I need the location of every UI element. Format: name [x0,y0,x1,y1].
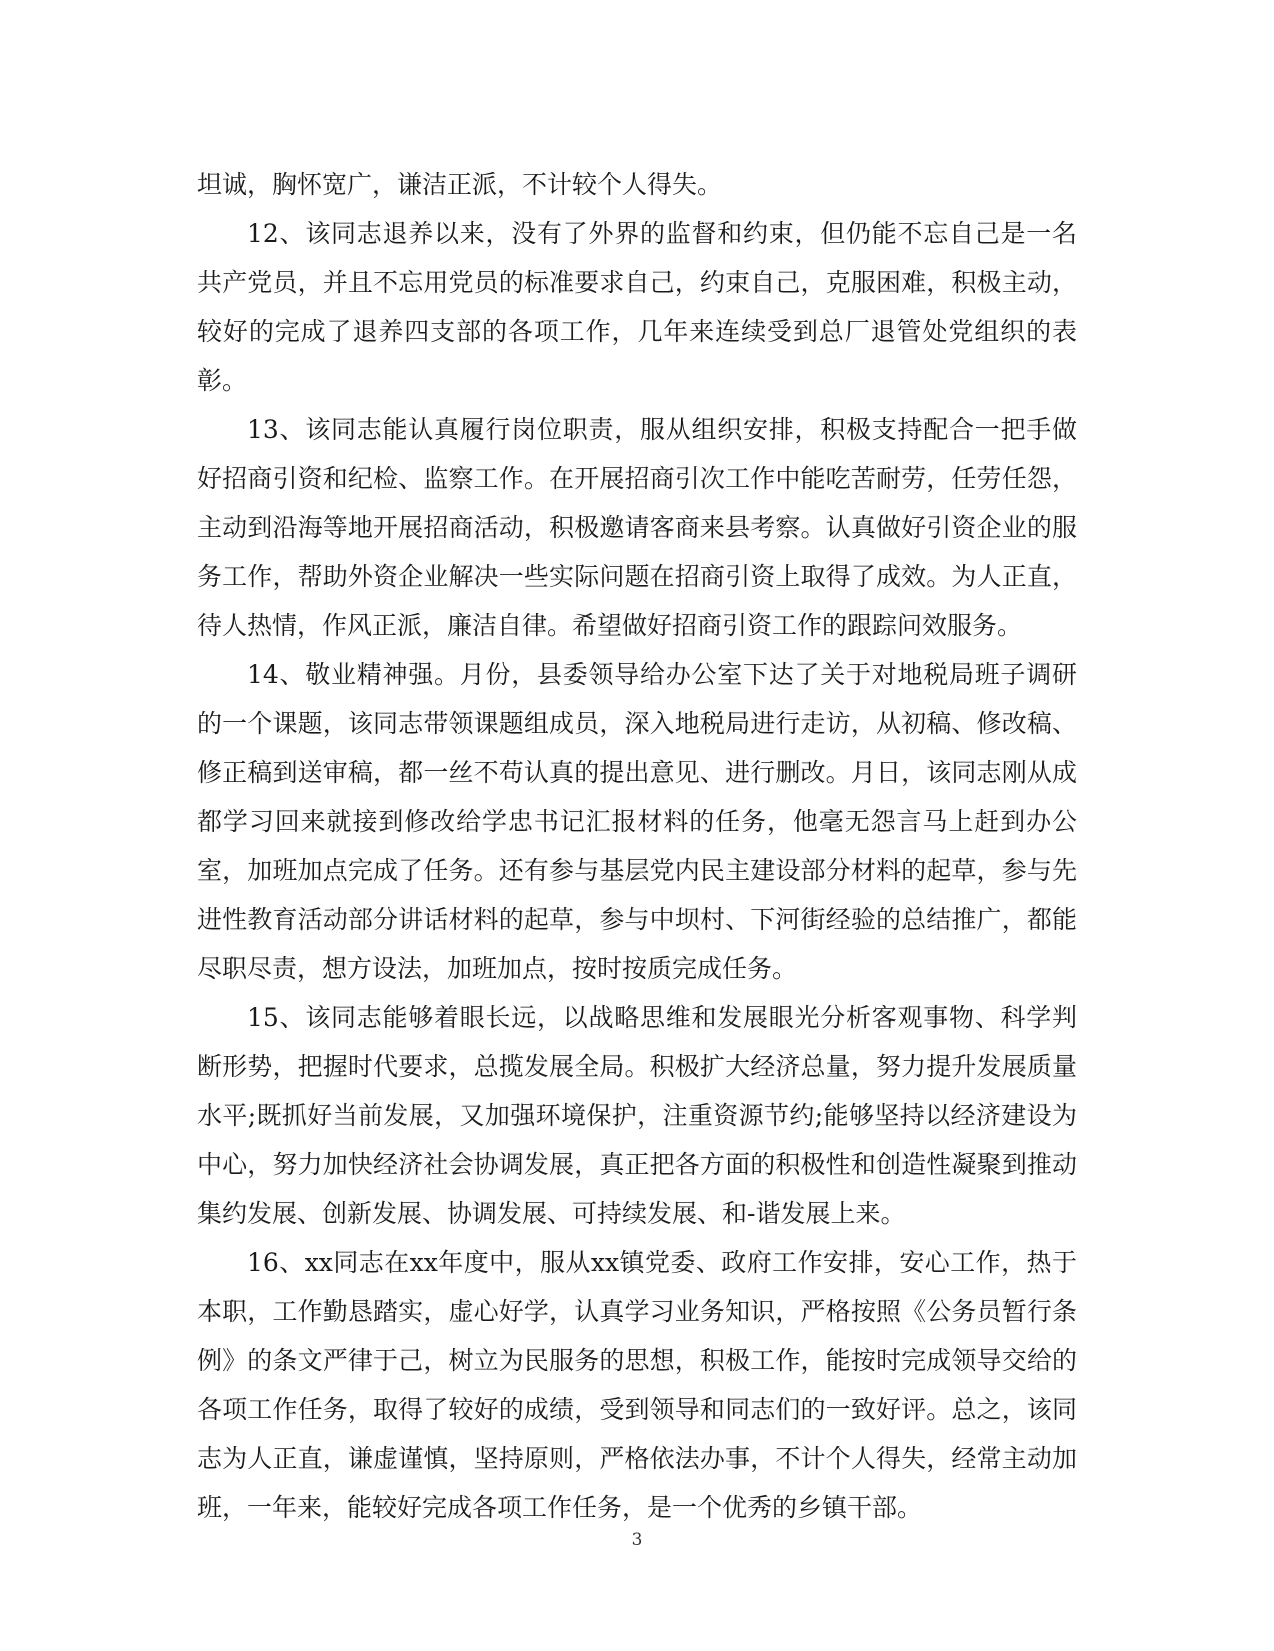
paragraph-continuation: 坦诚，胸怀宽广，谦洁正派，不计较个人得失。 [197,170,723,199]
paragraph-item-14: 14、敬业精神强。月份，县委领导给办公室下达了关于对地税局班子调研的一个课题，该同志带领课题组成员，深入地税局进行走访，从初稿、修改稿、修正稿到送审稿，都一丝不苟认真的提出意见、进行删改。月日，该同志刚从成都学习回来就接到修改给学忠书记汇报材料的任务，他毫无怨言马上赶到办公室，加班加点完成了任务。还有参与基层党内民主建设部分材料的起草，参与先进性教育活动部分讲话材料的起草，参与中坝村、下河街经验的总结推广，都能尽职尽责，想方设法，加班加点，按时按质完成任务。 [197,660,1077,983]
paragraph-item-12: 12、该同志退养以来，没有了外界的监督和约束，但仍能不忘自己是一名共产党员，并且不忘用党员的标准要求自己，约束自己，克服困难，积极主动，较好的完成了退养四支部的各项工作，几年来连续受到总厂退管处党组织的表彰。 [197,219,1077,395]
paragraph-item-16: 16、xx同志在xx年度中，服从xx镇党委、政府工作安排，安心工作，热于本职，工作勤恳踏实，虚心好学，认真学习业务知识，严格按照《公务员暂行条例》的条文严律于己，树立为民服务的思想，积极工作，能按时完成领导交给的各项工作任务，取得了较好的成绩，受到领导和同志们的一致好评。总之，该同志为人正直，谦虚谨慎，坚持原则，严格依法办事，不计个人得失，经常主动加班，一年来，能较好完成各项工作任务，是一个优秀的乡镇干部。 [197,1248,1077,1522]
document-body [197,160,1077,1532]
page-number: 3 [631,1530,643,1550]
paragraph-item-15: 15、该同志能够着眼长远，以战略思维和发展眼光分析客观事物、科学判断形势，把握时代要求，总揽发展全局。积极扩大经济总量，努力提升发展质量水平;既抓好当前发展，又加强环境保护，注重资源节约;能够坚持以经济建设为中心，努力加快经济社会协调发展，真正把各方面的积极性和创造性凝聚到推动集约发展、创新发展、协调发展、可持续发展、和-谐发展上来。 [197,1003,1077,1228]
paragraph-item-13: 13、该同志能认真履行岗位职责，服从组织安排，积极支持配合一把手做好招商引资和纪检、监察工作。在开展招商引次工作中能吃苦耐劳，任劳任怨，主动到沿海等地开展招商活动，积极邀请客商来县考察。认真做好引资企业的服务工作，帮助外资企业解决一些实际问题在招商引资上取得了成效。为人正直，待人热情，作风正派，廉洁自律。希望做好招商引资工作的跟踪问效服务。 [197,415,1077,640]
